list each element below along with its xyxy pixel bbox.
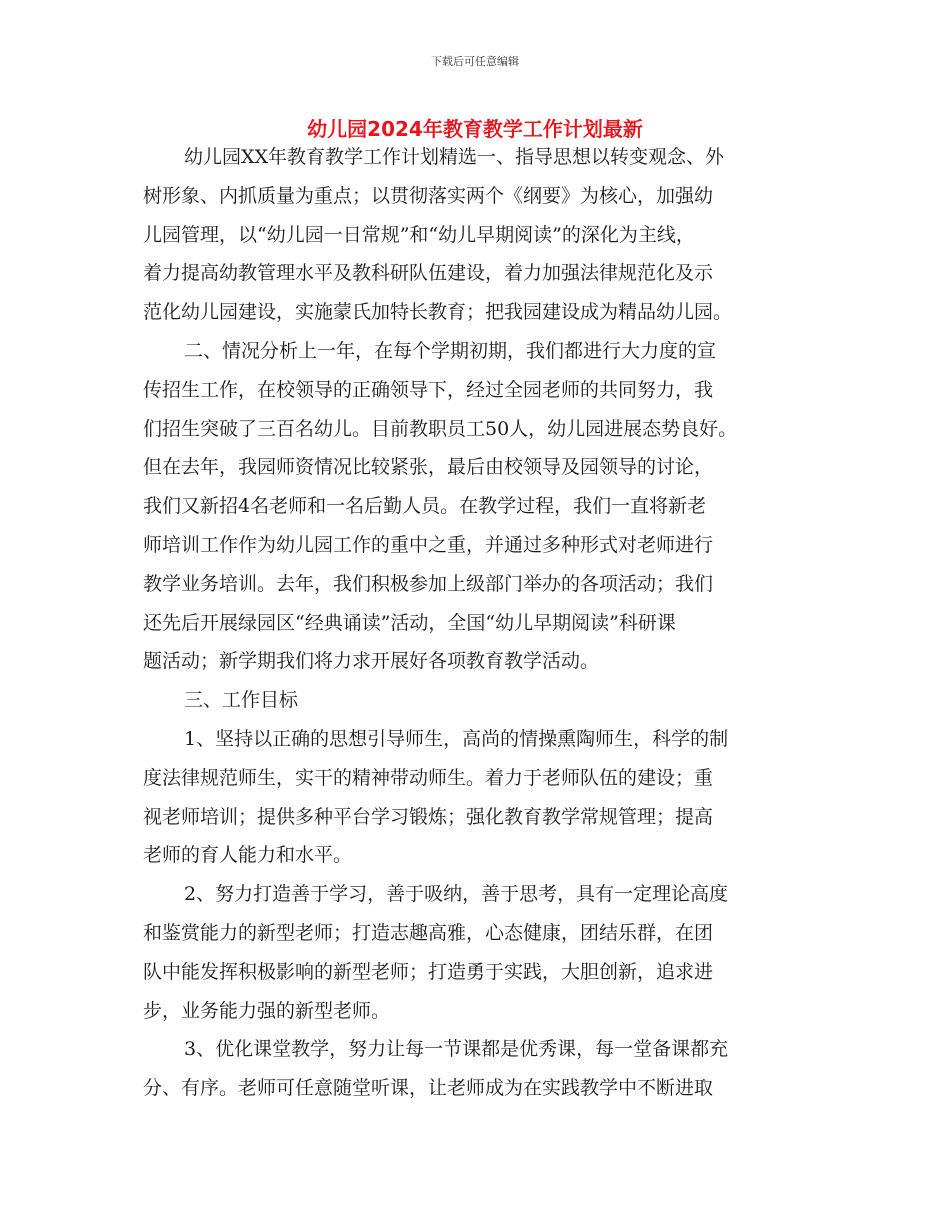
paragraph-guiding-thought xyxy=(143,138,815,332)
paragraph-situation-analysis xyxy=(143,332,815,681)
text-line: 步，业务能力强的新型老师。 xyxy=(143,999,391,1022)
text-line: 传招生工作，在校领导的正确领导下，经过全园老师的共同努力，我 xyxy=(143,378,714,401)
text-line: 分、有序。老师可任意随堂听课，让老师成为在实践教学中不断进取 xyxy=(143,1077,714,1100)
text-line: 还先后开展绿园区“经典诵读”活动，全国“幼儿早期阅读”科研课 xyxy=(143,611,676,634)
document-body xyxy=(143,138,815,1108)
paragraph-goal-2 xyxy=(143,875,815,1030)
paragraph-goal-1 xyxy=(143,720,815,875)
text-line: 们招生突破了三百名幼儿。目前教职员工50人，幼儿园进展态势良好。 xyxy=(143,417,738,440)
text-line: 度法律规范师生，实干的精神带动师生。着力于老师队伍的建设；重 xyxy=(143,766,714,789)
header-note: 下载后可任意编辑 xyxy=(431,55,519,68)
text-line: 题活动；新学期我们将力求开展好各项教育教学活动。 xyxy=(143,650,600,673)
paragraph-goal-3 xyxy=(143,1030,815,1108)
text-line: 幼儿园XX年教育教学工作计划精选一、指导思想以转变观念、外 xyxy=(184,146,725,168)
text-line: 1、坚持以正确的思想引导师生，高尚的情操熏陶师生，科学的制 xyxy=(184,727,729,750)
text-line: 我们又新招4名老师和一名后勤人员。在教学过程，我们一直将新老 xyxy=(143,495,707,518)
text-line: 2、努力打造善于学习，善于吸纳，善于思考，具有一定理论高度 xyxy=(184,883,729,906)
text-line: 视老师培训；提供多种平台学习锻炼；强化教育教学常规管理；提高 xyxy=(143,805,714,828)
document-title: 幼儿园2024年教育教学工作计划最新 xyxy=(307,117,643,141)
text-line: 范化幼儿园建设，实施蒙氏加特长教育；把我园建设成为精品幼儿园。 xyxy=(143,301,733,324)
text-line: 儿园管理，以“幼儿园一日常规”和“幼儿早期阅读”的深化为主线， xyxy=(143,223,695,246)
text-line: 队中能发挥积极影响的新型老师；打造勇于实践，大胆创新，追求进 xyxy=(143,960,714,983)
text-line: 二、情况分析上一年，在每个学期初期，我们都进行大力度的宣 xyxy=(184,339,717,362)
text-line: 三、工作目标 xyxy=(184,689,299,712)
text-line: 着力提高幼教管理水平及教科研队伍建设，着力加强法律规范化及示 xyxy=(143,262,714,285)
text-line: 教学业务培训。去年，我们积极参加上级部门举办的各项活动；我们 xyxy=(143,572,714,595)
text-line: 老师的育人能力和水平。 xyxy=(143,844,353,867)
text-line: 3、优化课堂教学，努力让每一节课都是优秀课，每一堂备课都充 xyxy=(184,1038,729,1061)
text-line: 和鉴赏能力的新型老师；打造志趣高雅，心态健康，团结乐群，在团 xyxy=(143,921,714,944)
text-line: 但在去年，我园师资情况比较紧张，最后由校领导及园领导的讨论， xyxy=(143,456,714,479)
text-line: 师培训工作作为幼儿园工作的重中之重，并通过多种形式对老师进行 xyxy=(143,533,714,556)
text-line: 树形象、内抓质量为重点；以贯彻落实两个《纲要》为核心，加强幼 xyxy=(143,184,714,207)
section-heading-goals xyxy=(143,681,815,720)
